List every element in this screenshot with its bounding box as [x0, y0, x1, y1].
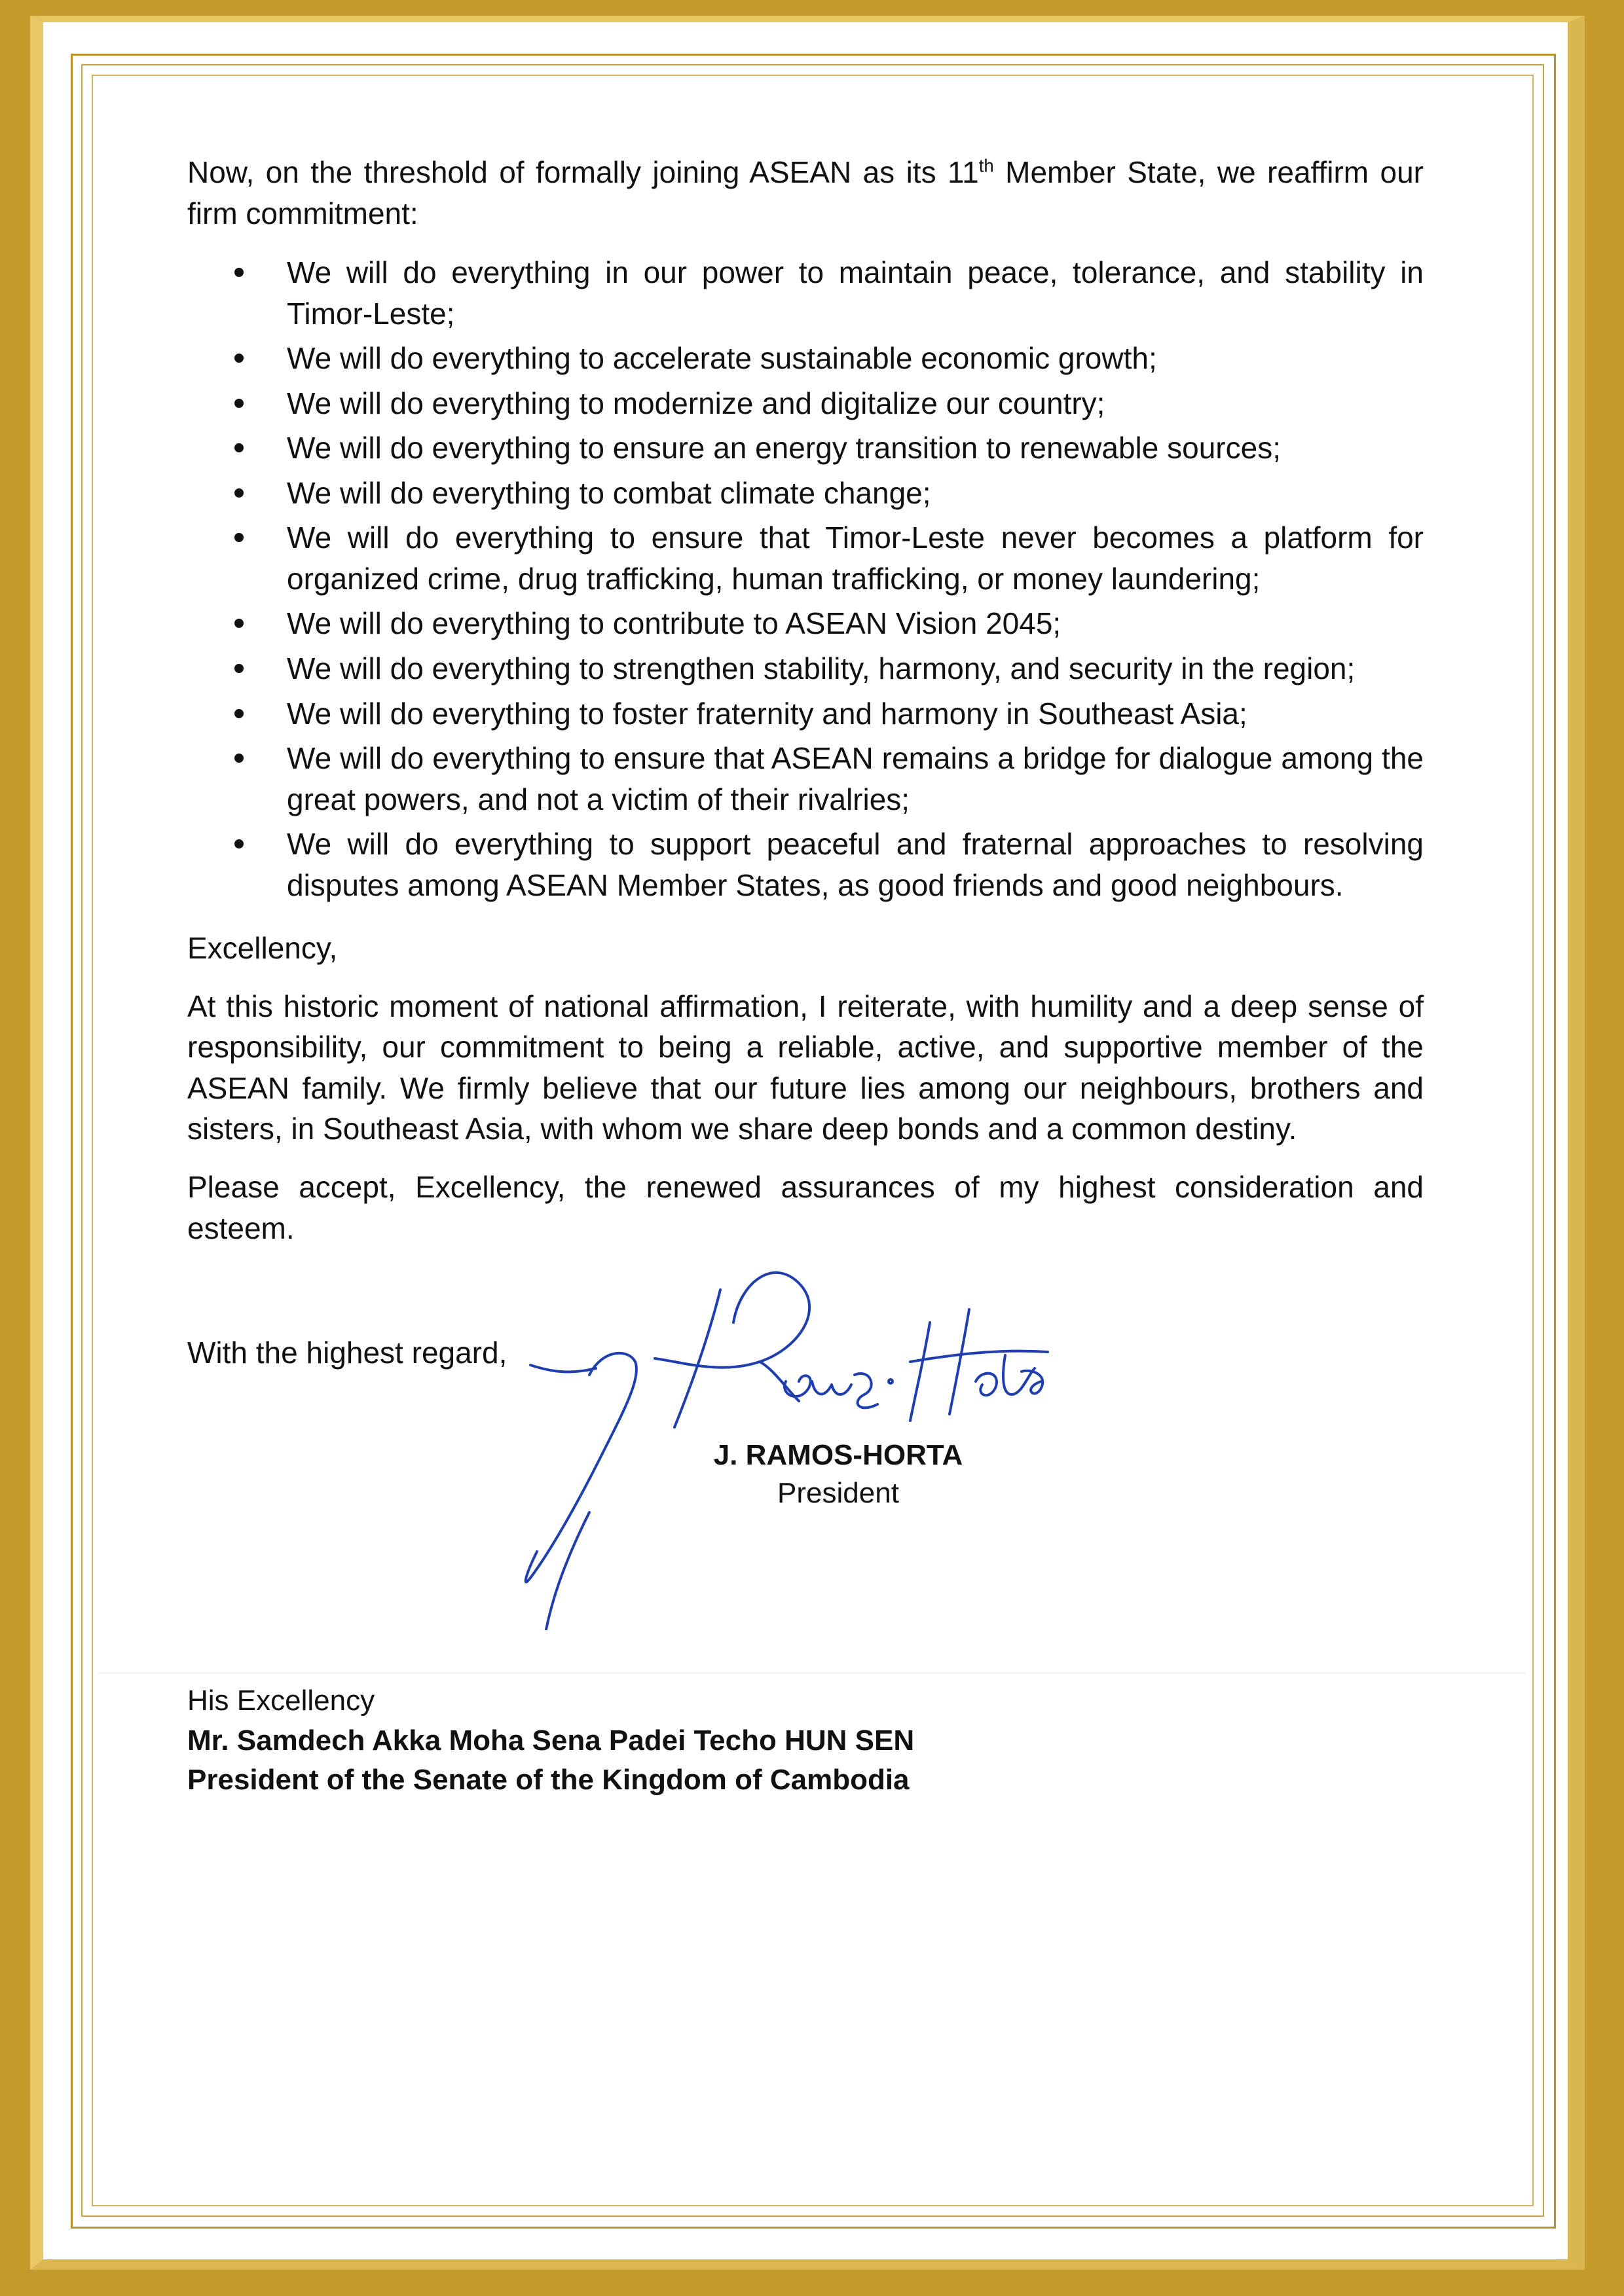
- list-item: We will do everything to ensure that Timor-Leste never becomes a platform for organized crime, drug trafficking, human trafficking, or money laundering;: [287, 517, 1424, 599]
- letter-body: [187, 152, 1424, 1391]
- intro-text-end: Member State, we reaffirm our firm commitment:: [187, 155, 1424, 230]
- addressee-honorific: His Excellency: [187, 1685, 375, 1717]
- signer-title: President: [777, 1477, 899, 1509]
- addressee-block: [187, 1681, 1366, 1800]
- list-item: We will do everything to ensure an energy transition to renewable sources;: [287, 428, 1424, 469]
- addressee-name: Mr. Samdech Akka Moha Sena Padei Techo HUN SEN: [187, 1724, 915, 1757]
- body-paragraph: At this historic moment of national affirmation, I reiterate, with humility and a deep sense of responsibility, our commitment to being a reliable, active, and supportive member of the ASEAN family. We firmly believe that our future lies among our neighbours, brothers and sisters, in Southeast Asia, with whom we share deep bonds and a common destiny.: [187, 989, 1424, 1146]
- intro-paragraph: [187, 152, 1424, 234]
- closing-line: With the highest regard,: [187, 1336, 507, 1370]
- intro-text-start: Now, on the threshold of formally joining ASEAN as its 11: [187, 155, 979, 189]
- list-item: We will do everything to accelerate sustainable economic growth;: [287, 338, 1424, 379]
- list-item: We will do everything to strengthen stability, harmony, and security in the region;: [287, 648, 1424, 689]
- list-item: We will do everything to ensure that ASEAN remains a bridge for dialogue among the great powers, and not a victim of their rivalries;: [287, 738, 1424, 820]
- list-item: We will do everything to support peaceful and fraternal approaches to resolving disputes among ASEAN Member States, as good friends and good neighbours.: [287, 824, 1424, 905]
- courtesy-paragraph: Please accept, Excellency, the renewed assurances of my highest consideration and esteem.: [187, 1170, 1424, 1245]
- signer-name: J. RAMOS-HORTA: [713, 1439, 963, 1471]
- list-item: We will do everything to combat climate change;: [287, 473, 1424, 514]
- list-item: We will do everything to modernize and digitalize our country;: [287, 383, 1424, 424]
- list-item: We will do everything to contribute to ASEAN Vision 2045;: [287, 603, 1424, 644]
- signature-block: [524, 1264, 1179, 1630]
- list-item: We will do everything in our power to maintain peace, tolerance, and stability in Timor-Leste;: [287, 252, 1424, 334]
- salutation: Excellency,: [187, 931, 338, 966]
- intro-ordinal-suffix: th: [978, 155, 994, 176]
- commitment-list: [187, 252, 1424, 905]
- addressee-position: President of the Senate of the Kingdom of Cambodia: [187, 1764, 910, 1796]
- list-item: We will do everything to foster fraternity and harmony in Southeast Asia;: [287, 693, 1424, 735]
